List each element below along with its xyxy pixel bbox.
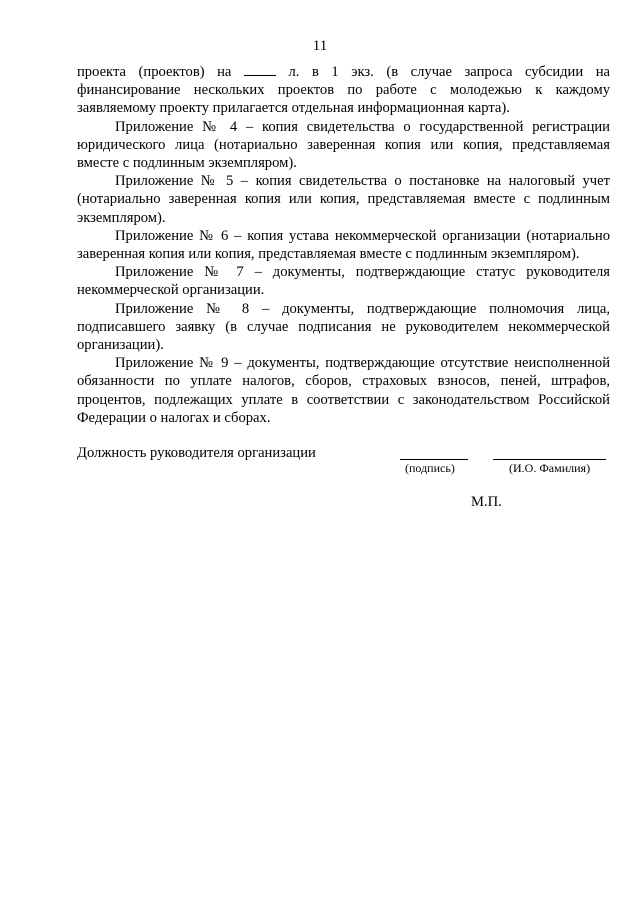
- paragraph-appendix-4: Приложение № 4 – копия свидетельства о государственной регистрации юридического лица (нотариально заверенная копия или копия, представляемая вместе с подлинным экземпляром).: [77, 118, 610, 172]
- page-number: 11: [312, 38, 328, 54]
- page-count-blank: [244, 63, 276, 76]
- paragraph-appendix-6: Приложение № 6 – копия устава некоммерческой организации (нотариально заверенная копия или копия, представляемая вместе с подлинным экземпляром).: [77, 227, 610, 263]
- document-body: [77, 63, 610, 427]
- paragraph-appendix-8: Приложение № 8 – документы, подтверждающие полномочия лица, подписавшего заявку (в случае подписания не руководителем некоммерческой организации).: [77, 300, 610, 354]
- paragraph-appendix-5: Приложение № 5 – копия свидетельства о постановке на налоговый учет (нотариально заверенная копия или копия, представляемая вместе с подлинным экземпляром).: [77, 173, 610, 226]
- stamp-place-label: М.П.: [471, 494, 502, 510]
- paragraph-text-start: проекта (проектов) на: [77, 64, 244, 80]
- paragraph-project-pages: [77, 63, 610, 118]
- signature-caption: (подпись): [405, 461, 455, 475]
- signature-line: [400, 459, 468, 460]
- name-line: [493, 459, 606, 460]
- paragraph-appendix-7: Приложение № 7 – документы, подтверждающие статус руководителя некоммерческой организации.: [77, 264, 610, 299]
- paragraph-appendix-9: Приложение № 9 – документы, подтверждающие отсутствие неисполненной обязанности по уплате налогов, сборов, страховых взносов, пеней, штрафов, процентов, подлежащих уплате в соответствии с законодательством Российской Федерации о налогах и сборах.: [77, 355, 610, 426]
- position-label: Должность руководителя организации: [77, 445, 316, 461]
- paragraph-text-end: л. в 1 экз. (в случае запроса субсидии на финансирование нескольких проектов по работе с молодежью к каждому заявляемому проекту прилагается отдельная информационная карта).: [77, 64, 610, 117]
- name-caption: (И.О. Фамилия): [509, 461, 591, 475]
